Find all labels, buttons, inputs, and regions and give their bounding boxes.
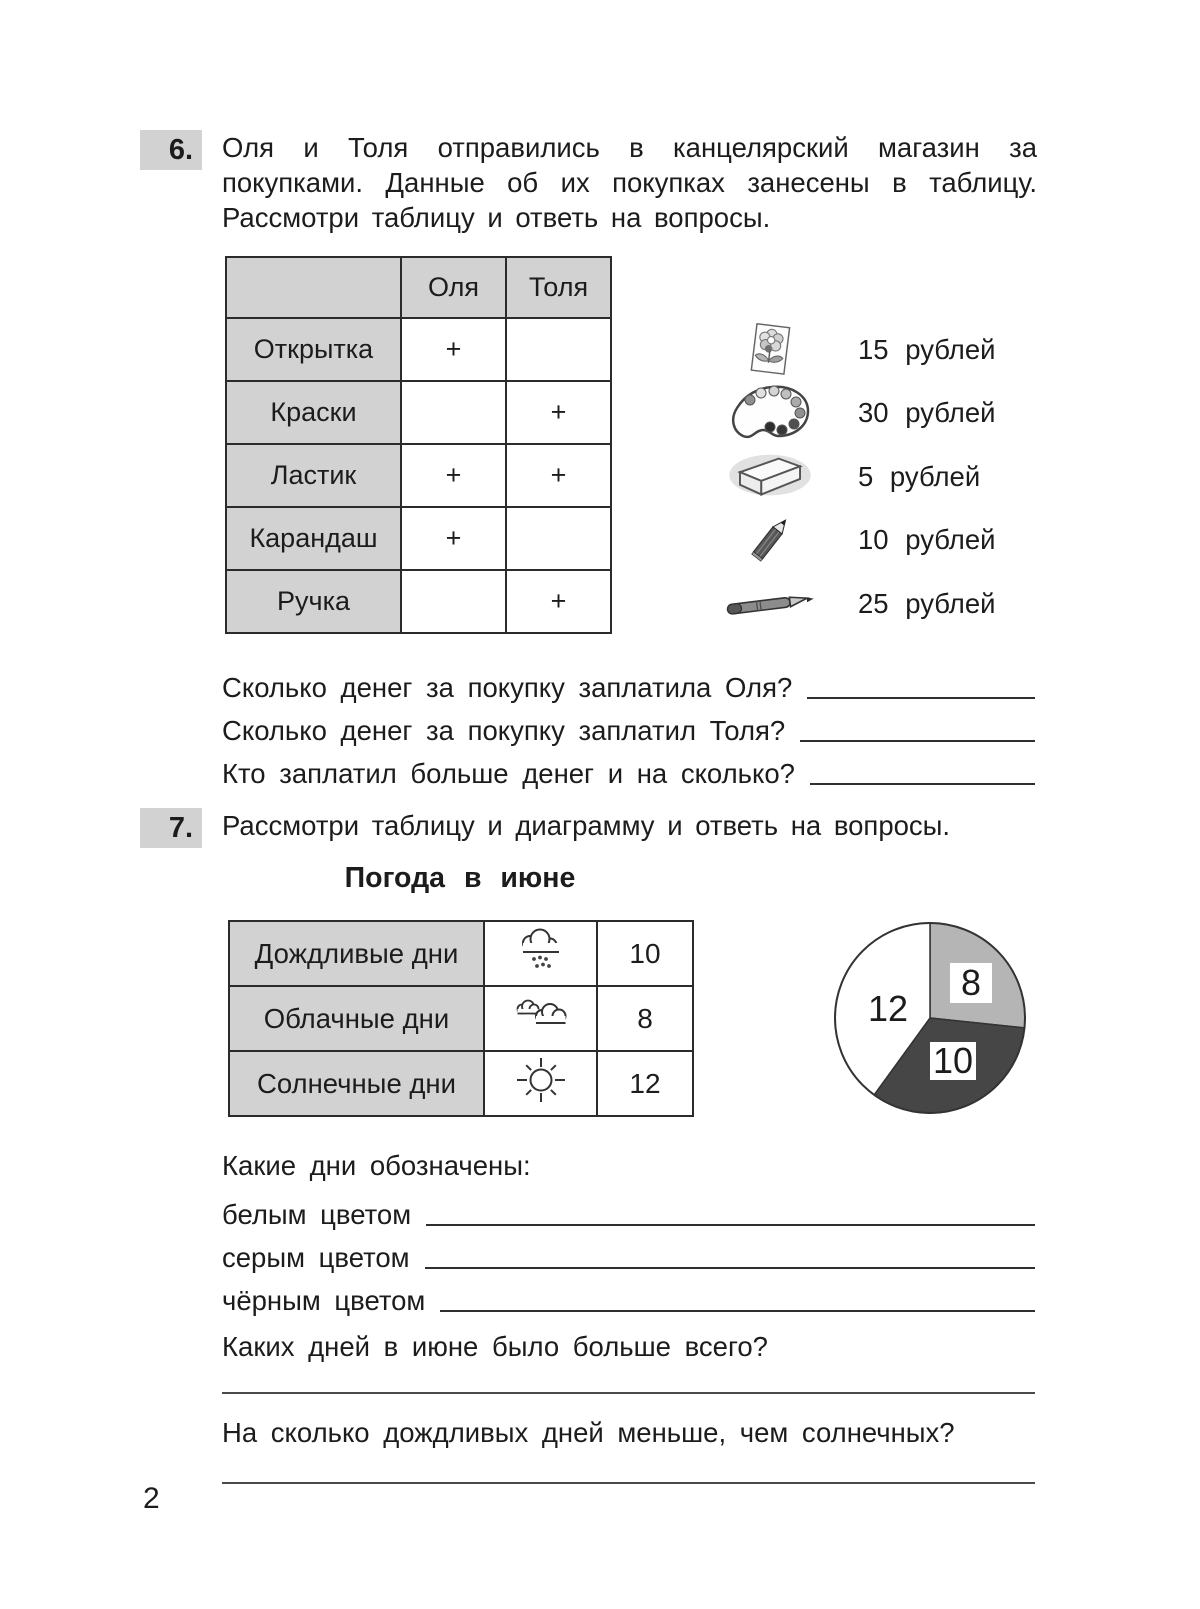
question-text: Сколько денег за покупку заплатила Оля? <box>222 671 793 703</box>
purchases-header-row <box>226 257 611 318</box>
question-line <box>222 750 1035 793</box>
olya-mark <box>401 381 506 444</box>
pie-label-cloudy: 8 <box>960 962 982 1003</box>
price-label: 10 рублей <box>858 524 996 556</box>
tolya-mark: + <box>506 381 611 444</box>
weather-label: Облачные дни <box>229 986 484 1051</box>
question-text: Кто заплатил больше денег и на сколько? <box>222 757 795 789</box>
column-header-olya: Оля <box>401 257 506 318</box>
table-row <box>226 381 611 444</box>
postcard-icon <box>722 319 818 381</box>
price-label: 15 рублей <box>858 333 996 365</box>
pie-label-sunny: 12 <box>867 988 909 1029</box>
table-row <box>226 507 611 570</box>
task7-header <box>140 808 1037 848</box>
task7-questions <box>222 1148 1035 1484</box>
task7-instruction: Рассмотри таблицу и диаграмму и ответь на вопросы. <box>222 810 951 841</box>
price-list <box>722 318 996 636</box>
weather-value: 12 <box>597 1051 693 1116</box>
tolya-mark <box>506 318 611 381</box>
item-label: Открытка <box>226 318 401 381</box>
weather-label: Солнечные дни <box>229 1051 484 1116</box>
item-label: Ластик <box>226 444 401 507</box>
answer-line <box>426 1224 1035 1226</box>
question-line <box>222 1234 1035 1277</box>
price-label: 30 рублей <box>858 397 996 429</box>
column-header-tolya: Толя <box>506 257 611 318</box>
olya-mark: + <box>401 507 506 570</box>
item-label: Ручка <box>226 570 401 633</box>
purchases-table <box>225 256 612 634</box>
table-corner-cell <box>226 257 401 318</box>
table-row <box>226 318 611 381</box>
price-row <box>722 572 996 636</box>
sun-icon <box>484 1051 597 1116</box>
answer-line <box>800 740 1035 742</box>
tolya-mark <box>506 507 611 570</box>
question-fewer: На сколько дождливых дней меньше, чем солнечных? <box>222 1417 955 1448</box>
table-row <box>229 1051 693 1116</box>
table-row <box>229 986 693 1051</box>
price-row <box>722 318 996 382</box>
question-line <box>222 664 1035 707</box>
task6-number-badge: 6. <box>140 130 202 170</box>
answer-line <box>425 1267 1035 1269</box>
weather-label: Дождливые дни <box>229 921 484 986</box>
task6-questions <box>222 664 1035 793</box>
answer-line <box>222 1482 1035 1484</box>
price-label: 5 рублей <box>858 460 981 492</box>
tolya-mark: + <box>506 570 611 633</box>
eraser-icon <box>722 446 818 508</box>
answer-line <box>807 697 1035 699</box>
rain-icon <box>484 921 597 986</box>
olya-mark: + <box>401 444 506 507</box>
page-number: 2 <box>143 1482 160 1515</box>
weather-value: 10 <box>597 921 693 986</box>
answer-line <box>810 783 1035 785</box>
weather-value: 8 <box>597 986 693 1051</box>
question-text: белым цветом <box>222 1198 412 1230</box>
olya-mark: + <box>401 318 506 381</box>
pencil-icon <box>722 509 818 571</box>
price-row <box>722 509 996 573</box>
question-line <box>222 1191 1035 1234</box>
question-text: Сколько денег за покупку заплатил Толя? <box>222 714 786 746</box>
question-most: Каких дней в июне было больше всего? <box>222 1331 768 1362</box>
task6-header <box>140 130 1037 235</box>
question-line <box>222 1277 1035 1320</box>
questions-intro: Какие дни обозначены: <box>222 1150 531 1181</box>
item-label: Карандаш <box>226 507 401 570</box>
paints-icon <box>722 383 818 443</box>
table-row <box>226 444 611 507</box>
weather-pie-chart <box>828 916 1032 1120</box>
answer-line <box>222 1392 1035 1394</box>
price-row <box>722 445 996 509</box>
answer-line <box>440 1310 1035 1312</box>
pen-icon <box>722 581 818 627</box>
clouds-icon <box>484 986 597 1051</box>
question-text: серым цветом <box>222 1241 410 1273</box>
chart-title: Погода в июне <box>344 862 576 894</box>
task6-instruction: Оля и Толя отправились в канцелярский магазин за покупками. Данные об их покупках занесены в таблицу. Рассмотри таблицу и ответь на вопросы. <box>222 132 1037 233</box>
table-row <box>229 921 693 986</box>
price-label: 25 рублей <box>858 587 996 619</box>
pie-label-rainy: 10 <box>932 1040 974 1081</box>
olya-mark <box>401 570 506 633</box>
tolya-mark: + <box>506 444 611 507</box>
question-text: чёрным цветом <box>222 1284 426 1316</box>
item-label: Краски <box>226 381 401 444</box>
price-row <box>722 382 996 446</box>
table-row <box>226 570 611 633</box>
weather-table <box>228 920 694 1117</box>
question-line <box>222 707 1035 750</box>
task7-number-badge: 7. <box>140 808 202 848</box>
